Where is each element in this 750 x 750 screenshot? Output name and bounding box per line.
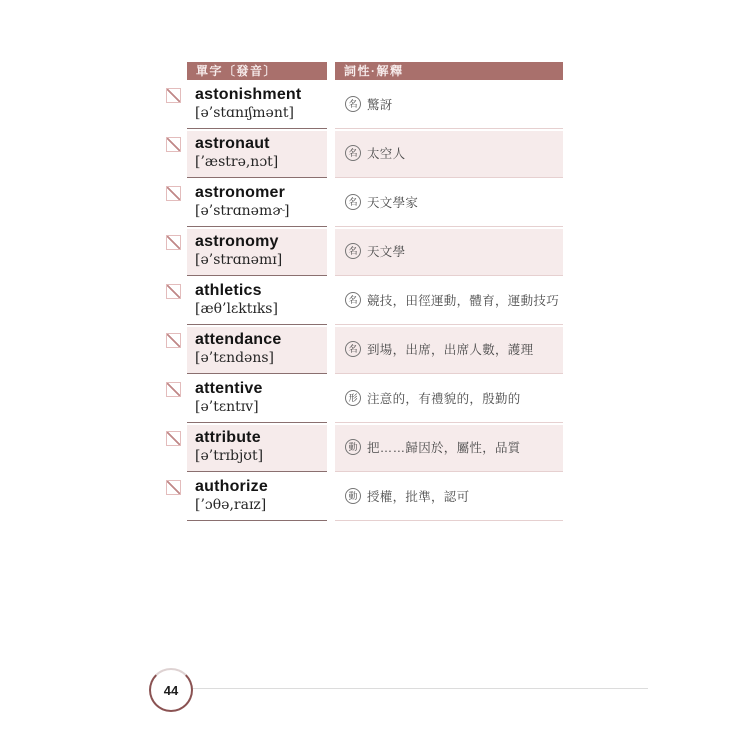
vocab-word: astronaut — [195, 135, 270, 152]
vocab-phonetic: [ə’tɛndəns] — [195, 350, 275, 366]
checkbox-icon[interactable] — [166, 137, 181, 152]
pos-badge: 名 — [345, 292, 361, 308]
meaning-cell — [335, 227, 563, 276]
vocab-word: attendance — [195, 331, 282, 348]
pos-badge: 名 — [345, 194, 361, 210]
vocab-phonetic: [’æstrə,nɔt] — [195, 154, 279, 170]
table-body — [166, 80, 566, 521]
checkbox-icon[interactable] — [166, 235, 181, 250]
vocab-definition: 驚訝 — [367, 98, 393, 112]
word-cell — [187, 129, 327, 178]
vocab-word: attentive — [195, 380, 263, 397]
vocab-definition: 天文學 — [367, 245, 406, 259]
word-cell — [187, 472, 327, 521]
checkbox-icon[interactable] — [166, 284, 181, 299]
pos-badge: 動 — [345, 439, 361, 455]
meaning-cell — [335, 276, 563, 325]
checkbox-icon[interactable] — [166, 382, 181, 397]
footer-rule — [192, 688, 648, 689]
checkbox-cell — [166, 374, 187, 423]
vocab-word: astonishment — [195, 86, 302, 103]
checkbox-icon[interactable] — [166, 480, 181, 495]
vocab-word: athletics — [195, 282, 262, 299]
table-row — [166, 423, 566, 472]
vocab-word: astronomer — [195, 184, 286, 201]
checkbox-cell — [166, 80, 187, 129]
meaning-cell — [335, 472, 563, 521]
vocab-phonetic: [ə’stɑnɪʃmənt] — [195, 105, 294, 121]
checkbox-icon[interactable] — [166, 431, 181, 446]
vocab-word: attribute — [195, 429, 261, 446]
vocab-definition: 把……歸因於，屬性，品質 — [367, 441, 521, 455]
word-cell — [187, 374, 327, 423]
checkbox-cell — [166, 129, 187, 178]
table-row — [166, 472, 566, 521]
meaning-cell — [335, 129, 563, 178]
vocab-word: astronomy — [195, 233, 279, 250]
table-row — [166, 276, 566, 325]
table-row — [166, 374, 566, 423]
pos-badge: 動 — [345, 488, 361, 504]
vocab-definition: 競技，田徑運動，體育，運動技巧 — [367, 294, 560, 308]
checkbox-cell — [166, 276, 187, 325]
page-number: 44 — [163, 683, 179, 698]
word-column-header: 單字〔發音〕 — [187, 62, 327, 80]
pos-badge: 形 — [345, 390, 361, 406]
vocab-definition: 到場，出席，出席人數，護理 — [367, 343, 534, 357]
checkbox-cell — [166, 325, 187, 374]
pos-badge: 名 — [345, 96, 361, 112]
table-header — [187, 62, 566, 80]
vocab-definition: 注意的，有禮貌的，殷勤的 — [367, 392, 521, 406]
table-row — [166, 129, 566, 178]
meaning-cell — [335, 325, 563, 374]
pos-badge: 名 — [345, 341, 361, 357]
word-cell — [187, 227, 327, 276]
meaning-column-header: 詞性·解釋 — [335, 62, 563, 80]
vocab-definition: 授權，批準，認可 — [367, 490, 470, 504]
meaning-cell — [335, 423, 563, 472]
checkbox-icon[interactable] — [166, 333, 181, 348]
page-number-badge — [149, 668, 193, 712]
vocab-definition: 天文學家 — [367, 196, 419, 210]
checkbox-cell — [166, 178, 187, 227]
vocab-phonetic: [ə’trɪbjʊt] — [195, 448, 264, 464]
word-cell — [187, 423, 327, 472]
vocab-phonetic: [’ɔθə,raɪz] — [195, 497, 267, 513]
vocab-phonetic: [ə’strɑnəmɪ] — [195, 252, 283, 268]
checkbox-cell — [166, 423, 187, 472]
table-row — [166, 325, 566, 374]
checkbox-cell — [166, 227, 187, 276]
checkbox-icon[interactable] — [166, 186, 181, 201]
table-row — [166, 80, 566, 129]
meaning-cell — [335, 178, 563, 227]
meaning-cell — [335, 374, 563, 423]
table-row — [166, 178, 566, 227]
word-cell — [187, 178, 327, 227]
checkbox-icon[interactable] — [166, 88, 181, 103]
pos-badge: 名 — [345, 243, 361, 259]
word-cell — [187, 325, 327, 374]
word-cell — [187, 80, 327, 129]
table-row — [166, 227, 566, 276]
word-cell — [187, 276, 327, 325]
checkbox-cell — [166, 472, 187, 521]
vocab-phonetic: [æθ’lɛktɪks] — [195, 301, 278, 317]
vocab-phonetic: [ə’tɛntɪv] — [195, 399, 259, 415]
vocab-phonetic: [ə’strɑnəmɚ] — [195, 203, 290, 219]
pos-badge: 名 — [345, 145, 361, 161]
meaning-cell — [335, 80, 563, 129]
vocab-definition: 太空人 — [367, 147, 406, 161]
vocab-word: authorize — [195, 478, 268, 495]
vocab-table — [166, 62, 566, 521]
